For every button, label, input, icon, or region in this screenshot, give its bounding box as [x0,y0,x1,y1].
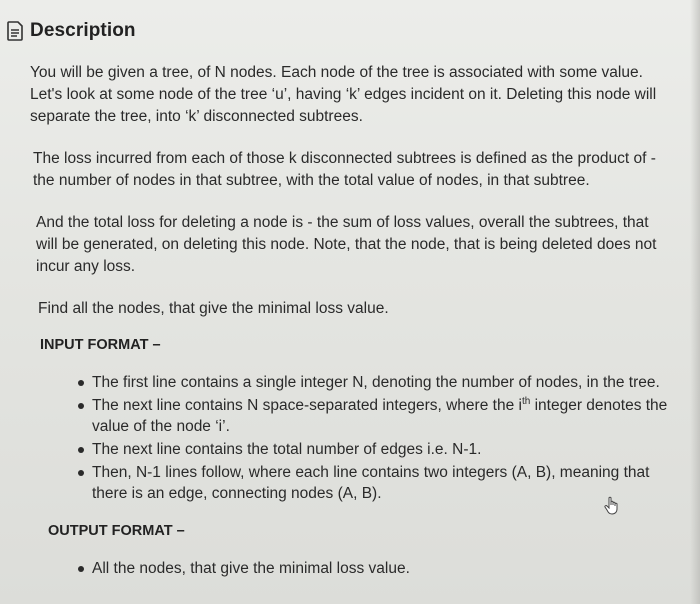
list-item: The next line contains the total number of edges i.e. N-1. [78,439,670,460]
list-item: All the nodes, that give the minimal loss value. [78,558,670,579]
input-format-label: INPUT FORMAT – [40,337,161,353]
scrollbar-edge [690,0,700,604]
paragraph: The loss incurred from each of those k disconnected subtrees is defined as the product of - the number of nodes in that subtree, with the total value of nodes, in that subtree. [33,150,656,189]
list-item-text: integer denotes the value of the node ‘i’. [92,397,668,435]
output-format-label: OUTPUT FORMAT – [48,523,185,539]
page-title: Description [30,20,136,41]
list-item [78,395,670,437]
description-header [6,20,136,42]
superscript: th [521,395,531,407]
hand-cursor-icon [603,496,621,516]
paragraph: Find all the nodes, that give the minimal loss value. [38,300,389,317]
document-icon [6,21,24,41]
description-content [30,62,670,595]
input-format-list [78,372,670,504]
list-item: The first line contains a single integer N, denoting the number of nodes, in the tree. [78,372,670,393]
paragraph: And the total loss for deleting a node is - the sum of loss values, overall the subtrees, that will be generated, on deleting this node. Note, that the node, that is being deleted does not incur any loss. [36,214,657,275]
output-format-list [78,558,670,579]
list-item-text: The next line contains N space-separated integers, where the i [92,397,522,414]
list-item: Then, N-1 lines follow, where each line contains two integers (A, B), meaning that there is an edge, connecting nodes (A, B). [78,462,670,504]
paragraph: You will be given a tree, of N nodes. Each node of the tree is associated with some value. Let's look at some node of the tree ‘u’, having ‘k’ edges incident on it. Deleting this node will separate the tree, into ‘k’ disconnected subtrees. [30,64,657,125]
